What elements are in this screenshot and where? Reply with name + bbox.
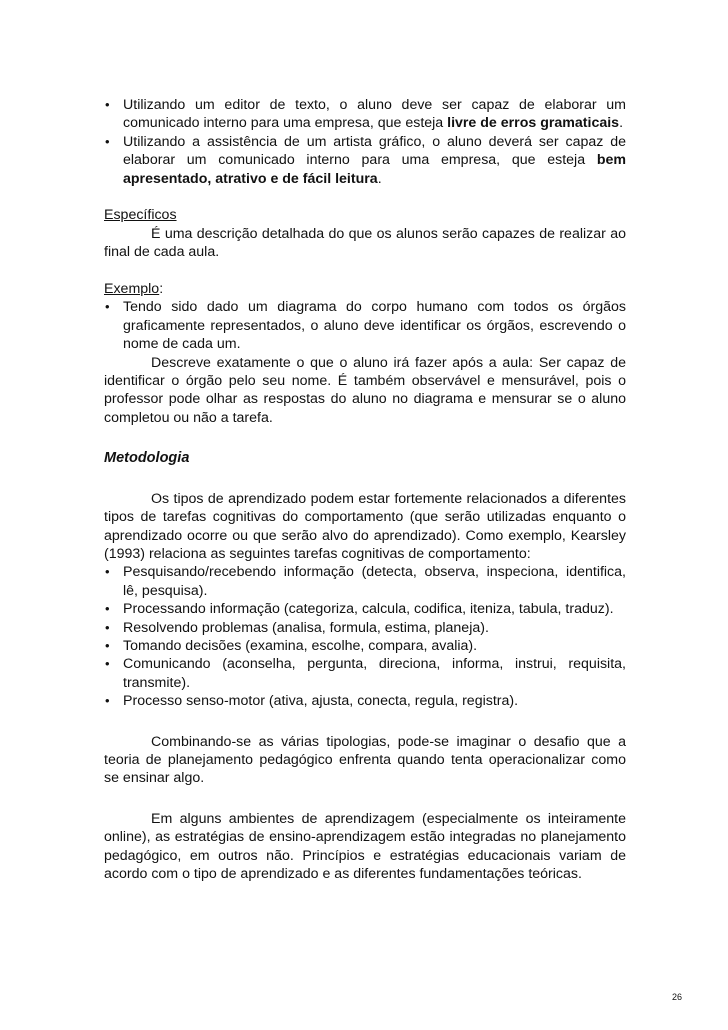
metodologia-paragraph-2: Combinando-se as várias tipologias, pode-se imaginar o desafio que a teoria de planejamento pedagógico enfrenta quando tenta operacionalizar como se ensinar algo.	[104, 733, 626, 787]
bullet-icon: •	[105, 299, 110, 315]
especificos-text: É uma descrição detalhada do que os alunos serão capazes de realizar ao final de cada aula.	[104, 225, 626, 261]
exemplo-paragraph: Descreve exatamente o que o aluno irá fazer após a aula: Ser capaz de identificar o órgão pelo seu nome. É também observável e mensurável, pois o professor pode olhar as respostas do aluno no diagrama e mensurar se o aluno completou ou não a tarefa.	[104, 354, 626, 426]
list-item	[104, 619, 626, 637]
list-item	[104, 298, 626, 353]
especificos-label	[104, 206, 626, 224]
task-text: Processando informação (categoriza, calcula, codifica, iteniza, tabula, traduz).	[123, 601, 614, 618]
list-item	[104, 96, 626, 133]
bullet-icon: •	[105, 97, 110, 112]
list-item	[104, 600, 626, 618]
page-number: 26	[672, 992, 683, 1002]
objective-emphasis: livre de erros gramaticais	[447, 115, 620, 132]
list-item	[104, 655, 626, 692]
metodologia-paragraph-3: Em alguns ambientes de aprendizagem (especialmente os inteiramente online), as estratégias de ensino-aprendizagem estão integradas no planejamento pedagógico, em outros não. Princípios e estratégias educacionais variam de acordo com o tipo de aprendizado e as diferentes fundamentações teóricas.	[104, 810, 626, 882]
bullet-icon: •	[105, 637, 110, 653]
bullet-icon: •	[105, 693, 110, 709]
task-text: Comunicando (aconselha, pergunta, direciona, informa, instrui, requisita, transmite).	[123, 656, 626, 691]
bullet-icon: •	[105, 564, 110, 580]
especificos-underlined: Específicos	[104, 207, 177, 224]
objective-punct: .	[619, 115, 624, 132]
exemplo-list	[104, 298, 626, 353]
cognitive-tasks-list	[104, 563, 626, 710]
objective-text: Utilizando um editor de texto, o aluno deve ser capaz de elaborar um comunicado interno para uma empresa, que esteja	[123, 97, 626, 132]
general-objectives-list	[104, 96, 626, 188]
bullet-icon: •	[105, 619, 110, 635]
bullet-icon: •	[105, 133, 110, 149]
task-text: Pesquisando/recebendo informação (detecta, observa, inspeciona, identifica, lê, pesquisa).	[123, 564, 626, 599]
objective-text: Utilizando a assistência de um artista gráfico, o aluno deverá ser capaz de elaborar um comunicado interno para uma empresa, que esteja	[123, 133, 626, 169]
document-body	[104, 96, 626, 883]
list-item	[104, 637, 626, 655]
bullet-icon: •	[105, 656, 110, 672]
metodologia-intro: Os tipos de aprendizado podem estar fortemente relacionados a diferentes tipos de tarefas cognitivas do comportamento (que serão utilizadas enquanto o aprendizado ocorre ou que serão alvo do aprendizado). Como exemplo, Kearsley (1993) relaciona as seguintes tarefas cognitivas de comportamento:	[104, 490, 626, 562]
exemplo-underlined: Exemplo	[104, 281, 160, 298]
task-text: Resolvendo problemas (analisa, formula, estima, planeja).	[123, 619, 489, 636]
list-item	[104, 692, 626, 710]
exemplo-colon: :	[159, 281, 164, 298]
task-text: Processo senso-motor (ativa, ajusta, conecta, regula, registra).	[123, 693, 519, 710]
exemplo-label	[104, 280, 626, 298]
task-text: Tomando decisões (examina, escolhe, compara, avalia).	[123, 637, 478, 654]
exemplo-bullet-text: Tendo sido dado um diagrama do corpo humano com todos os órgãos graficamente representados, o aluno deve identificar os órgãos, escrevendo o nome de cada um.	[123, 299, 626, 353]
metodologia-heading: Metodologia	[104, 450, 190, 467]
objective-emphasis: bem apresentado, atrativo e de fácil leitura	[123, 152, 626, 187]
list-item	[104, 133, 626, 188]
objective-punct: .	[377, 170, 382, 187]
bullet-icon: •	[105, 601, 110, 617]
list-item	[104, 563, 626, 600]
